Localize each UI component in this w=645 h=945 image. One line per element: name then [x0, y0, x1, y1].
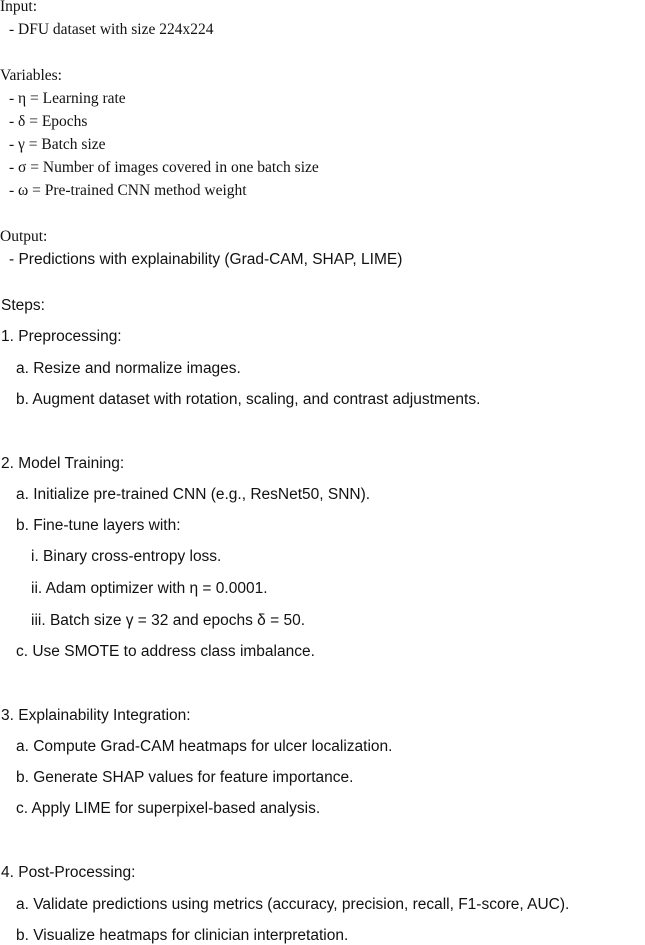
step2-item-c: c. Use SMOTE to address class imbalance. [16, 643, 315, 660]
step1-title: 1. Preprocessing: [1, 328, 122, 345]
variable-item-batch-size: - γ = Batch size [9, 136, 106, 153]
variable-item-learning-rate: - η = Learning rate [9, 90, 126, 107]
output-item: - Predictions with explainability (Grad-CAM, SHAP, LIME) [9, 251, 403, 268]
step3-title: 3. Explainability Integration: [1, 707, 191, 724]
step2-item-b-ii: ii. Adam optimizer with η = 0.0001. [31, 580, 268, 597]
steps-heading: Steps: [1, 297, 45, 314]
step2-item-b-i: i. Binary cross-entropy loss. [31, 548, 222, 565]
step2-item-a: a. Initialize pre-trained CNN (e.g., ResNet50, SNN). [16, 486, 371, 503]
step4-item-a: a. Validate predictions using metrics (accuracy, precision, recall, F1-score, AUC). [16, 896, 570, 913]
step1-item-b: b. Augment dataset with rotation, scaling, and contrast adjustments. [16, 391, 481, 408]
variable-item-cnn-weight: - ω = Pre-trained CNN method weight [9, 182, 247, 199]
step2-item-b: b. Fine-tune layers with: [16, 517, 181, 534]
input-item: - DFU dataset with size 224x224 [9, 21, 214, 38]
variable-item-epochs: - δ = Epochs [9, 113, 88, 130]
step3-item-a: a. Compute Grad-CAM heatmaps for ulcer localization. [16, 738, 393, 755]
variable-item-images-per-batch: - σ = Number of images covered in one batch size [9, 159, 319, 176]
step4-title: 4. Post-Processing: [1, 864, 136, 881]
output-heading: Output: [0, 228, 48, 245]
step2-item-b-iii: iii. Batch size γ = 32 and epochs δ = 50. [31, 612, 306, 629]
step3-item-c: c. Apply LIME for superpixel-based analysis. [16, 800, 321, 817]
step4-item-b: b. Visualize heatmaps for clinician interpretation. [16, 927, 349, 944]
step2-title: 2. Model Training: [1, 455, 125, 472]
variables-heading: Variables: [0, 67, 62, 84]
step1-item-a: a. Resize and normalize images. [16, 360, 241, 377]
input-heading: Input: [0, 0, 38, 15]
step3-item-b: b. Generate SHAP values for feature importance. [16, 769, 354, 786]
